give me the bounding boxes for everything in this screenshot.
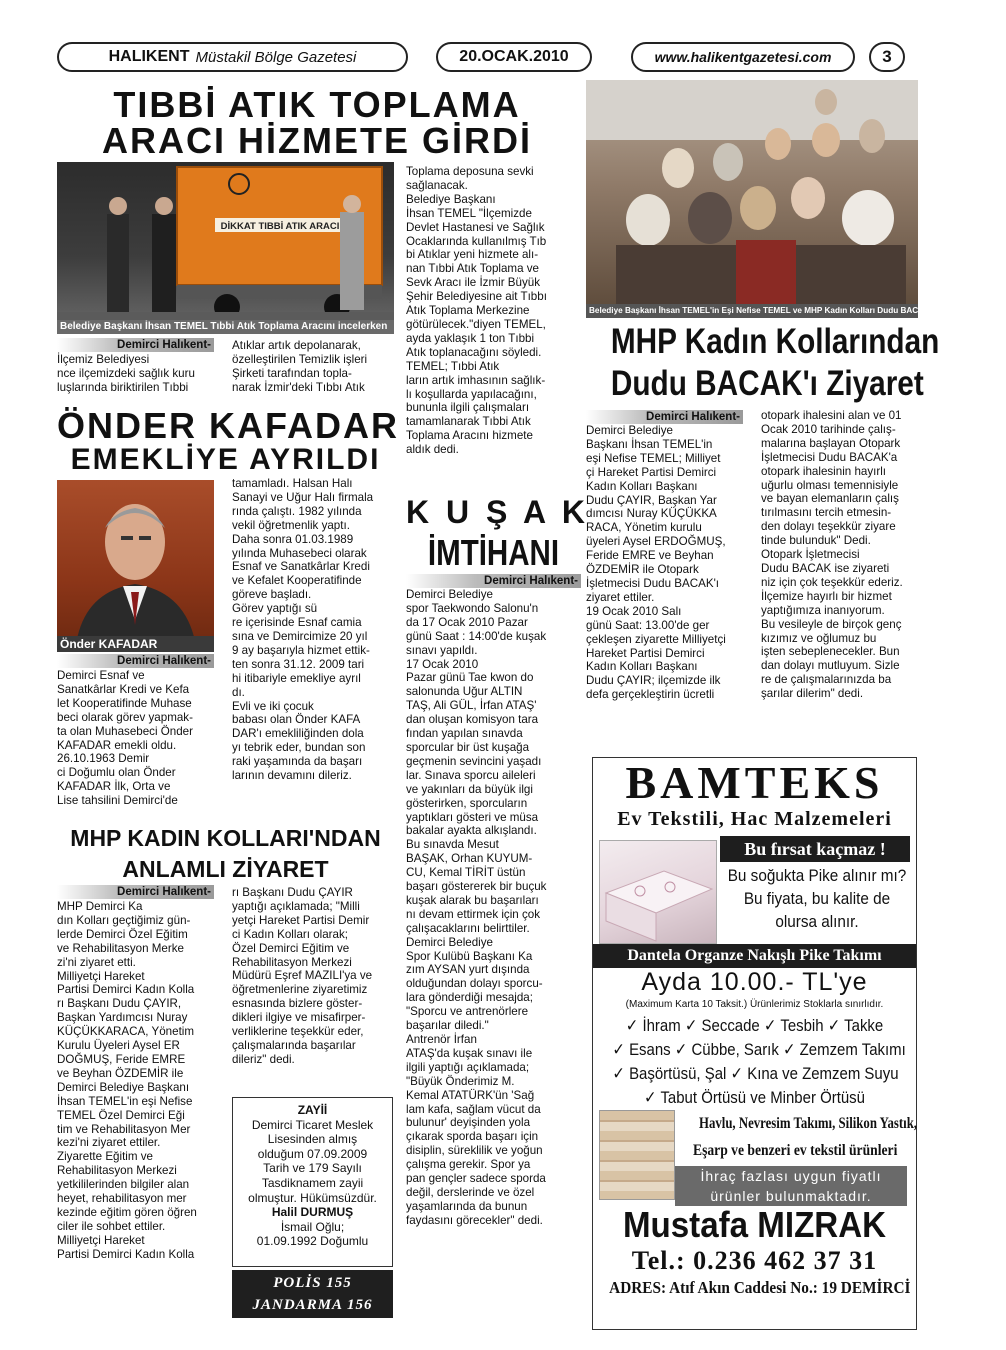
- paper-name: HALIKENT: [108, 48, 190, 65]
- police-number: POLİS 155: [273, 1275, 352, 1291]
- bedspread-icon: [600, 841, 718, 945]
- tibbi-col-1: İlçemiz Belediyesi nce ilçemizdeki sağlık kuru luşlarında biriktirilen Tıbbi: [57, 353, 195, 394]
- paper-subtitle: Müstakil Bölge Gazetesi: [195, 48, 357, 66]
- zayi-title: ZAYİİ: [297, 1103, 328, 1117]
- onder-headline-1: ÖNDER KAFADAR: [57, 405, 400, 446]
- tibbi-col-3: Toplama deposuna sevki sağlanacak. Belediye Başkanı İhsan TEMEL "İlçemizde Devlet Hastanesi ve Sağlık Ocaklarında kullanılmış Tıb bi Atıklar yeni hizmete alı- nan Tıbbi Atık Toplama ve Sevk Aracı ile İzmir Büyük Şehir Belediyesine ait Tıbbı Atık Toplama Merkezine götürülecek."diyen TEMEL, ayda yaklaşık 1 ton Tıbbi Atık toplanacağını söyledi. TEMEL; Tıbbi Atık ların artık imhasının sağlık- lı koşullarda yapılacağını, bununla ilgili çalışmaları tamamlanarak Tıbbi Atık Toplama Aracını hizmete aldık dedi.: [406, 165, 547, 457]
- tibbi-headline-2: ARACI HİZMETE GİRDİ: [102, 120, 532, 161]
- mhp-dudu-tag: Demirci Halıkent-: [586, 410, 743, 424]
- ad-items-2: ✓ Esans ✓ Cübbe, Sarık ✓ Zemzem Takımı: [612, 1040, 906, 1059]
- ad-textile: [675, 1110, 918, 1164]
- onder-headline-2: EMEKLİYE AYRILDI: [70, 443, 381, 476]
- ad-address: ADRES: Atıf Akın Caddesi No.: 19 DEMİRCİ: [609, 1278, 911, 1297]
- onder-tag: Demirci Halıkent-: [57, 654, 214, 668]
- towels-photo: [599, 1110, 675, 1200]
- website-link[interactable]: www.halikentgazetesi.com: [654, 49, 832, 65]
- ad-items-3: ✓ Başörtüsü, Şal ✓ Kına ve Zemzem Suyu: [612, 1064, 899, 1083]
- ad-brand: BAMTEKS: [625, 757, 884, 808]
- gendarmerie-number: JANDARMA 156: [252, 1297, 373, 1313]
- ad-items-4: ✓ Tabut Örtüsü ve Minber Örtüsü: [644, 1088, 865, 1107]
- ad-pitch-1: Bu soğukta Pike alınır mı?: [727, 866, 907, 885]
- bedspread-photo: [599, 840, 717, 944]
- mhp-anlamli-headline-1: MHP KADIN KOLLARI'NDAN: [70, 825, 381, 851]
- kusak-tag: Demirci Halıkent-: [406, 574, 581, 588]
- truck-photo: [57, 162, 394, 334]
- zayi-sub: İsmail Oğlu; 01.09.1992 Doğumlu: [256, 1219, 369, 1249]
- ad-pitch-3: olursa alınır.: [775, 912, 859, 931]
- zayi-box: [232, 1097, 393, 1267]
- website-pill[interactable]: [631, 42, 855, 72]
- ad-pitch: [727, 864, 907, 933]
- ad-textile-2: Eşarp ve benzeri ev tekstil ürünleri: [693, 1142, 898, 1159]
- kusak-col: Demirci Belediye spor Taekwondo Salonu'n da 17 Ocak 2010 Pazar günü Saat : 14:00'de kuşak sınavı yapıldı. 17 Ocak 2010 Pazar günü Tae kwon do salonunda Uğur ALTIN TAŞ, Ali GÜL, İrfan ATAŞ' dan oluşan komisyon tara fından yapılan sınavda sporcular bir üst kuşağa geçmenin sevincini yaşadı lar. Sınava sporcu aileleri ve yakınları da büyük ilgi gösterirken, sporcuların yaptıkları gösteri ve müsa bakalar ayakta alkışlandı. Bu sınavda Mesut BAŞAK, Orhan KUYUM- CU, Kemal TİRİT üstün başarı göstererek bir buçuk kuşak alarak bu başarıları nı devam ettirmek için çok çalışacaklarını belirttiler. Demirci Belediye Spor Kulübü Başkanı Ka zım AYSAN yurt dışında olduğundan dolayı sporcu- lara gönderdiği mesajda; "Sporcu ve antrenörlere başarılar diledi." Antrenör İrfan ATAŞ'da kuşak sınavı ile ilgili yaptığı açıklamada; "Büyük Önderimiz M. Kemal ATATÜRK'ün 'Sağ lam kafa, sağlam vücut da bulunur' deyişinden yola çıkarak sporda başarı için disiplin, süreklilik ve yoğun çalışma gerekir. Spor ya pan gençler sadece sporda değil, derslerinde ve özel yaşamlarında da bunun faydasını görecekler" dedi.: [406, 588, 547, 1227]
- issue-date-text: 20.OCAK.2010: [459, 48, 569, 65]
- page-number: 3: [882, 47, 892, 66]
- ad-price: Ayda 10.00.- TL'ye: [641, 968, 868, 996]
- onder-col-2: tamamladı. Halsan Halı Sanayi ve Uğur Halı firmala rında çalıştı. 1982 yılında vekil öğretmenlik yaptı. Daha sonra 01.03.1989 yılında Muhasebeci olarak Esnaf ve Sanatkârlar Kredi ve Kefalet Kooperatifinde göreve başladı. Görev yaptığı sü re içerisinde Esnaf camia sına ve Demircimize 20 yıl 9 ay başarıyla hizmet ettik- ten sonra 31.12. 2009 tari hi itibariyle emekliye ayrıl dı. Evli ve iki çocuk babası olan Önder KAFA DAR'ı emekliliğinden dola yı tebrik eder, bundan son raki yaşamında da başarı larının devamını dileriz.: [232, 477, 374, 783]
- onder-col-1: Demirci Esnaf ve Sanatkârlar Kredi ve Kefa let Kooperatifinde Muhase beci olarak görev yapmak- ta olan Muhasebeci Önder KAFADAR emekli oldu. 26.10.1963 Demir ci Doğumlu olan Önder KAFADAR İlk, Orta ve Lise tahsilini Demirci'de: [57, 669, 193, 808]
- mhp-anlamli-col-1: MHP Demirci Ka dın Kolları geçtiğimiz gün- lerde Demirci Özel Eğitim ve Rehabilitasyon Merke zi'ni ziyaret etti. Milliyetçi Hareket Partisi Demirci Kadın Kolla rı Başkanı Dudu ÇAYIR, Başkan Yardımcısı Nuray KÜÇÜKKARACA, Yönetim Kurulu Üyeleri Aysel ER DOĞMUŞ, Feride EMRE ve Beyhan ÖZDEMİR ile Demirci Belediye Başkanı İhsan TEMEL'in eşi Nefise TEMEL Özel Demirci Eği tim ve Rehabilitasyon Mer kezi'ni ziyaret ettiler. Ziyarette Eğitim ve Rehabilitasyon Merkezi yetkililerinden bilgiler alan heyet, rehabilitasyon mer kezinde eğitim gören öğren ciler ile sohbet ettiler. Milliyetçi Hareket Partisi Demirci Kadın Kolla: [57, 900, 197, 1261]
- ad-tagline: Ev Tekstili, Hac Malzemeleri: [617, 808, 892, 830]
- group-illustration: [586, 80, 918, 318]
- mhp-anlamli-tag: Demirci Halıkent-: [57, 885, 214, 899]
- truck-illustration: [57, 162, 394, 334]
- zayi-body: Demirci Ticaret Meslek Lisesinden almış olduğum 07.09.2009 Tarih ve 179 Sayılı Tasdiknamem zayii olmuştur. Hükümsüzdür.: [248, 1117, 377, 1205]
- ad-badge: Bu fırsat kaçmaz !: [720, 836, 910, 862]
- onder-photo-caption: Önder KAFADAR: [57, 636, 214, 652]
- tibbi-col-2: Atıklar artık depolanarak, özelleştirilen Temizlik işleri Şirketi tarafından topla- narak İzmir'deki Tıbbı Atık: [232, 339, 368, 394]
- mhp-dudu-headline-2: Dudu BACAK'ı Ziyaret: [610, 364, 924, 403]
- mhp-anlamli-col-2: rı Başkanı Dudu ÇAYIR yaptığı açıklamada; "Milli yetçi Hareket Partisi Demir ci Kadın Kolları olarak; Özel Demirci Eğitim ve Rehabilitasyon Merkezi Müdürü Eşref MAZILI'ya ve öğretmenlerine ziyaretimiz esnasında bizlere göster- dikleri ilgiye ve misafirper- verliklerine teşekkür eder, çalışmalarında başarılar dileriz" dedi.: [232, 886, 373, 1066]
- page-number-pill: [869, 42, 905, 72]
- mhp-dudu-col-1: Demirci Belediye Başkanı İhsan TEMEL'in eşi Nefise TEMEL; Milliyet çi Hareket Partisi Demirci Kadın Kolları Başkanı Dudu ÇAYIR, Başkan Yar dımcısı Nuray KÜÇÜKKA RACA, Yönetim kurulu üyeleri Aysel ERDOĞMUŞ, Feride EMRE ve Beyhan ÖZDEMİR ile Otopark İşletmecisi Dudu BACAK'ı ziyaret ettiler. 19 Ocak 2010 Salı günü Saat: 13.00'de ger çekleşen ziyarette Milliyetçi Hareket Partisi Demirci Kadın Kolları Başkanı Dudu ÇAYIR; ilçemizde ilk defa gerçekleştirin ücretli: [586, 424, 726, 702]
- masthead-pill: [57, 42, 408, 72]
- ad-note: (Maximum Karta 10 Taksit.) Ürünlerimiz Stoklarla sınırlıdır.: [625, 999, 884, 1010]
- onder-portrait: [57, 480, 214, 652]
- ad-product-bar: Dantela Organze Nakışlı Pike Takımı: [593, 944, 916, 968]
- group-photo: [586, 80, 1006, 318]
- ad-owner: Mustafa MIZRAK: [622, 1204, 887, 1245]
- ad-phone[interactable]: Tel.: 0.236 462 37 31: [631, 1246, 878, 1275]
- tibbi-headline-1: TIBBİ ATIK TOPLAMA: [113, 84, 521, 125]
- zayi-name: Halil DURMUŞ: [271, 1205, 354, 1220]
- ad-pitch-2: Bu fiyata, bu kalite de: [743, 889, 891, 908]
- ad-export-2: ürünler bulunmaktadır.: [710, 1188, 872, 1204]
- emergency-box: [232, 1270, 393, 1318]
- truck-sign: DİKKAT TIBBİ ATIK ARACI: [220, 221, 340, 232]
- kusak-headline-2: İMTİHANI: [427, 532, 560, 573]
- group-photo-caption: Belediye Başkanı İhsan TEMEL'in Eşi Nefise TEMEL ve MHP Kadın Kolları Dudu BACAK'ı ziyaret ederlerken: [586, 304, 918, 318]
- truck-photo-caption: Belediye Başkanı İhsan TEMEL Tıbbi Atık Toplama Aracını incelerken: [57, 320, 394, 334]
- ad-textile-1: Havlu, Nevresim Takımı, Silikon Yastık,: [699, 1115, 918, 1132]
- kusak-headline-1: K U Ş A K: [406, 494, 589, 530]
- ad-items-1: ✓ İhram ✓ Seccade ✓ Tesbih ✓ Takke: [625, 1016, 884, 1035]
- mhp-dudu-col-2: otopark ihalesini alan ve 01 Ocak 2010 tarihinde çalış- malarına başlayan Otopark İşletmecisi Dudu BACAK'a otopark ihalesinin hayırlı uğurlu olması temennisiyle ve bayan elemanların çalış tırılmasını tercih etmesin- den dolayı teşekkür ziyare tinde bulunduk" Dedi. Otopark İşletmecisi Dudu BACAK ise ziyareti niz için çok teşekkür ederiz. İlçemize hayırlı bir hizmet yaptığımıza inanıyorum. Bu vesileyle de birçok genç kızımız ve oğlumuz bu işten sebeplenecekler. Bun dan dolayı mutluyum. Sizle re de çalışmalarınızda ba şarılar dilerim" dedi.: [761, 409, 903, 701]
- ad-export-1: İhraç fazlası uygun fiyatlı: [700, 1168, 882, 1184]
- mhp-anlamli-headline-2: ANLAMLI ZİYARET: [122, 856, 329, 882]
- issue-date: [436, 42, 592, 72]
- ad-export-bar: [675, 1166, 907, 1206]
- tibbi-tag: Demirci Halıkent-: [57, 338, 214, 352]
- mhp-dudu-headline-1: MHP Kadın Kollarından: [610, 322, 940, 361]
- portrait-illustration: [57, 480, 214, 652]
- bamteks-ad: [592, 757, 917, 1330]
